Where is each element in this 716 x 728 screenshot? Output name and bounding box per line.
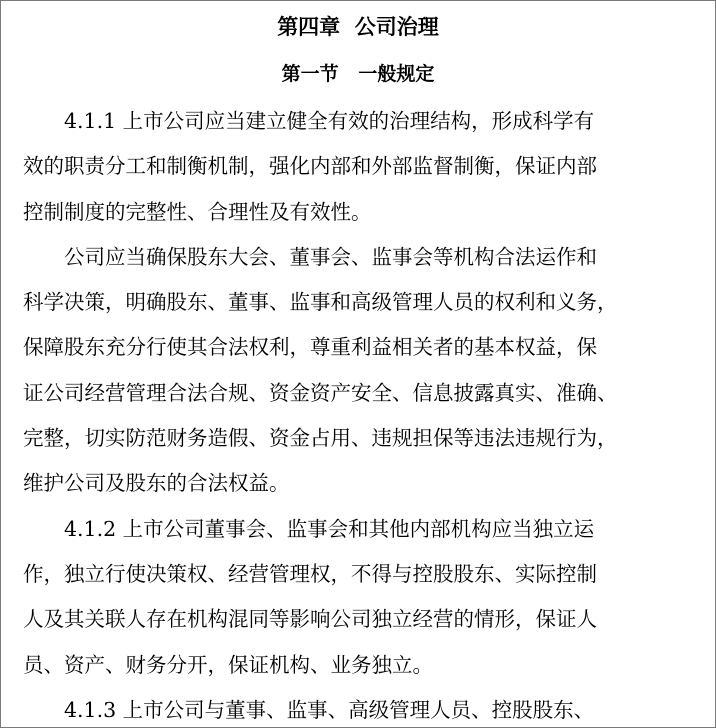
paragraph-line: 科学决策，明确股东、董事、监事和高级管理人员的权利和义务，: [23, 290, 618, 315]
paragraph-line: 维护公司及股东的合法权益。: [23, 471, 290, 496]
section-title: 第一节 一般规定: [281, 63, 435, 85]
paragraph-line: 完整，切实防范财务造假、资金占用、违规担保等违法违规行为，: [23, 426, 618, 451]
paragraph-line: 保障股东充分行使其合法权利，尊重利益相关者的基本权益，保: [23, 335, 597, 360]
paragraph-line: 4.1.3 上市公司与董事、监事、高级管理人员、控股股东、: [64, 697, 595, 722]
paragraph-line: 4.1.1 上市公司应当建立健全有效的治理结构，形成科学有: [64, 109, 595, 133]
paragraph-line: 效的职责分工和制衡机制，强化内部和外部监督制衡，保证内部: [23, 154, 597, 179]
paragraph-line: 人及其关联人存在机构混同等影响公司独立经营的情形，保证人: [23, 607, 597, 632]
paragraph-line: 控制制度的完整性、合理性及有效性。: [23, 199, 372, 224]
chapter-title: 第四章 公司治理: [277, 15, 439, 39]
paragraph-line: 员、资产、财务分开，保证机构、业务独立。: [23, 652, 433, 677]
paragraph-line: 证公司经营管理合法合规、资金资产安全、信息披露真实、准确、: [23, 380, 618, 405]
body-text: [23, 99, 695, 728]
paragraph-line: 公司应当确保股东大会、董事会、监事会等机构合法运作和: [64, 244, 597, 269]
paragraph-line: 作，独立行使决策权、经营管理权，不得与控股股东、实际控制: [23, 561, 597, 586]
paragraph-line: 4.1.2 上市公司董事会、监事会和其他内部机构应当独立运: [64, 516, 595, 541]
